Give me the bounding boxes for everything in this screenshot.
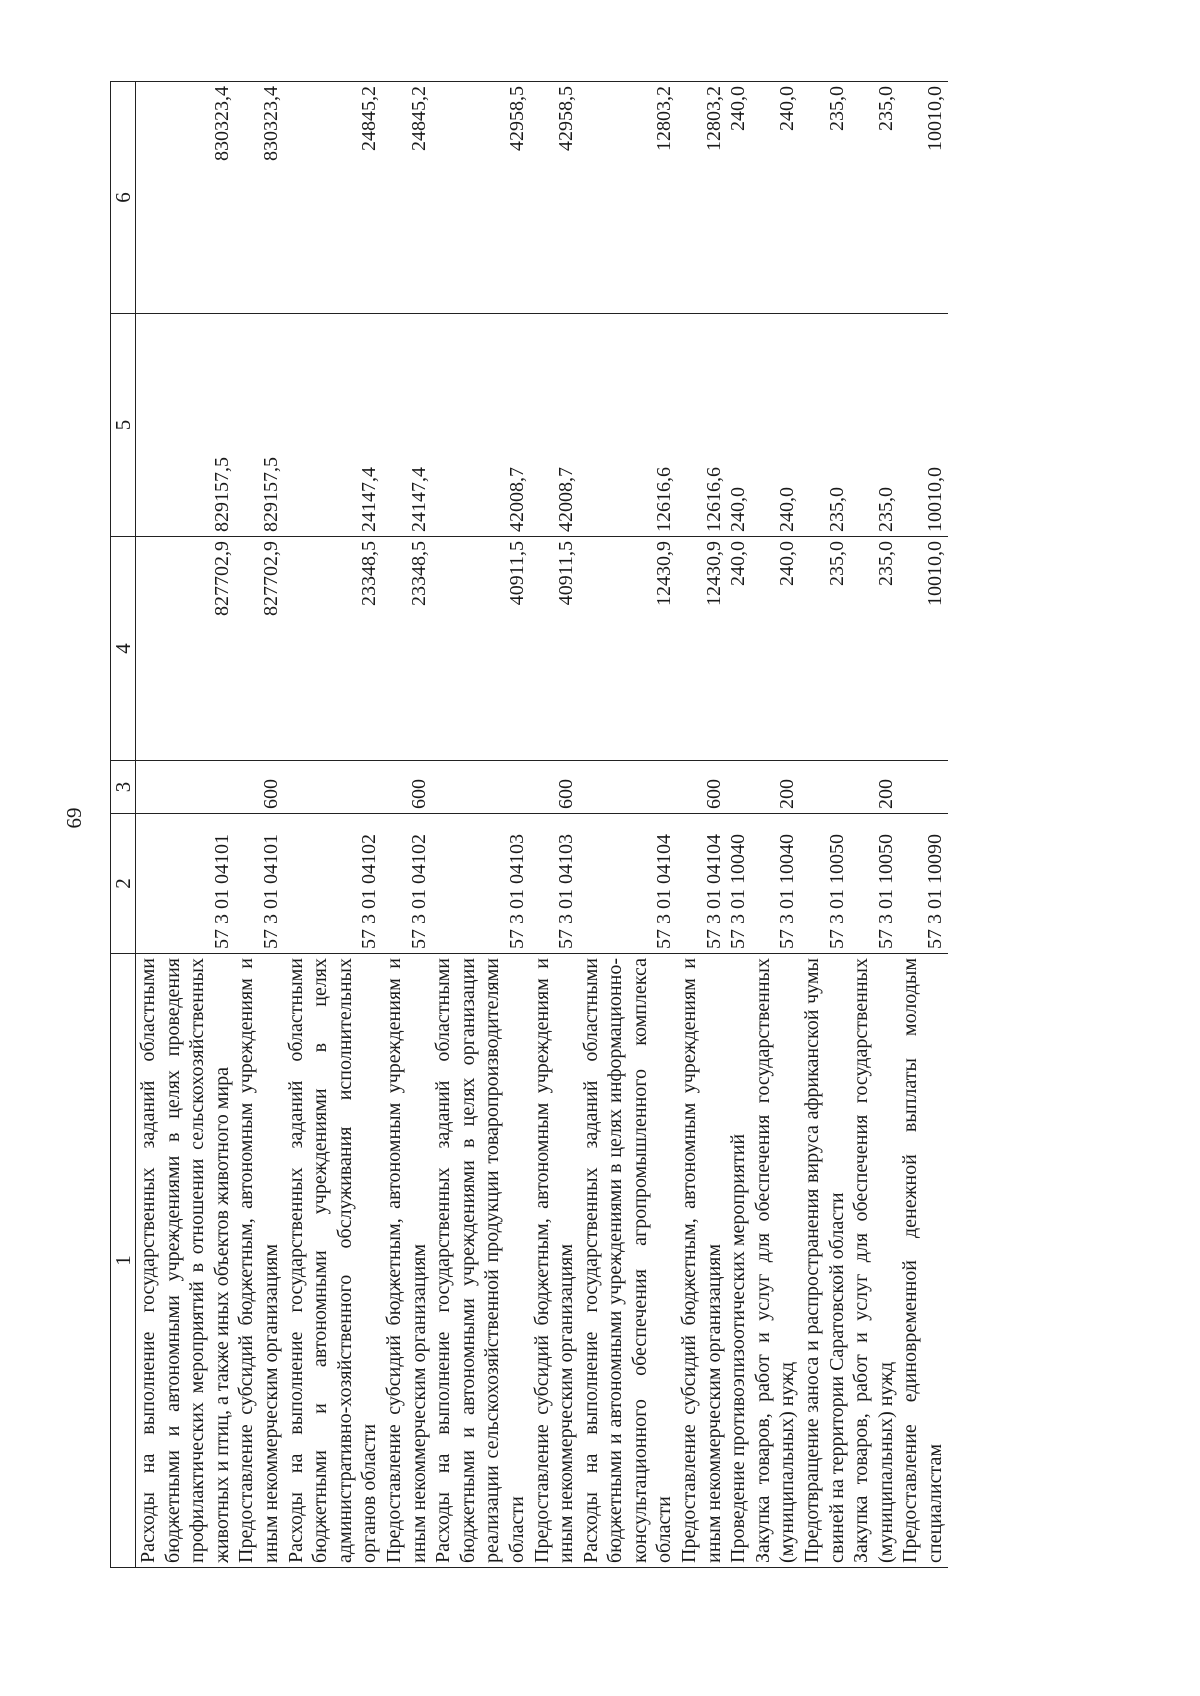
rotated-content bbox=[60, 68, 1110, 1568]
row-value-col6: 235,0 bbox=[849, 82, 898, 314]
row-value-col6: 240,0 bbox=[726, 82, 751, 314]
row-code: 57 3 01 04101 bbox=[234, 814, 283, 954]
row-value-col5: 829157,5 bbox=[136, 314, 235, 537]
row-value-col5: 235,0 bbox=[800, 314, 849, 537]
row-value-col6: 24845,2 bbox=[382, 82, 431, 314]
row-vr: 200 bbox=[751, 761, 800, 814]
table-row bbox=[431, 82, 529, 1568]
row-name: Предоставление субсидий бюджетным, автономным учреждениям и иным некоммерческим организациям bbox=[234, 954, 283, 1568]
row-vr: 600 bbox=[234, 761, 283, 814]
row-value-col6: 24845,2 bbox=[284, 82, 382, 314]
row-value-col6: 235,0 bbox=[800, 82, 849, 314]
row-value-col4: 10010,0 bbox=[898, 537, 947, 761]
table-row bbox=[849, 82, 898, 1568]
row-name: Предоставление единовременной денежной выплаты молодым специалистам bbox=[898, 954, 947, 1568]
row-code: 57 3 01 10040 bbox=[751, 814, 800, 954]
row-value-col6: 830323,4 bbox=[234, 82, 283, 314]
table-row bbox=[800, 82, 849, 1568]
row-value-col5: 42008,7 bbox=[431, 314, 529, 537]
row-vr bbox=[800, 761, 849, 814]
row-vr bbox=[726, 761, 751, 814]
row-value-col6: 240,0 bbox=[751, 82, 800, 314]
row-name: Расходы на выполнение государственных заданий областными бюджетными и автономными учреждениями в целях проведения профилактических мероприятий в отношении сельскохозяйственных животных и птиц, а также иных объектов животного мира bbox=[136, 954, 235, 1568]
row-value-col5: 240,0 bbox=[751, 314, 800, 537]
row-vr: 600 bbox=[530, 761, 579, 814]
row-vr bbox=[136, 761, 235, 814]
row-value-col4: 40911,5 bbox=[530, 537, 579, 761]
row-value-col4: 240,0 bbox=[751, 537, 800, 761]
row-code: 57 3 01 10090 bbox=[898, 814, 947, 954]
row-code: 57 3 01 04103 bbox=[431, 814, 529, 954]
row-name: Предоставление субсидий бюджетным, автономным учреждениям и иным некоммерческим организациям bbox=[530, 954, 579, 1568]
budget-table bbox=[110, 81, 948, 1568]
table-row bbox=[677, 82, 726, 1568]
row-code: 57 3 01 10050 bbox=[800, 814, 849, 954]
row-value-col4: 40911,5 bbox=[431, 537, 529, 761]
row-code: 57 3 01 10050 bbox=[849, 814, 898, 954]
row-name: Расходы на выполнение государственных заданий областными бюджетными и автономными учреждениями в целях информационно-консультационного обеспечения агропромышленного комплекса области bbox=[579, 954, 677, 1568]
row-name: Предоставление субсидий бюджетным, автономным учреждениям и иным некоммерческим организациям bbox=[382, 954, 431, 1568]
table-row bbox=[530, 82, 579, 1568]
row-value-col5: 12616,6 bbox=[579, 314, 677, 537]
row-name: Расходы на выполнение государственных заданий областными бюджетными и автономными учреждениями в целях административно-хозяйственного обслуживания исполнительных органов области bbox=[284, 954, 382, 1568]
table-body bbox=[136, 82, 948, 1568]
row-name: Расходы на выполнение государственных заданий областными бюджетными и автономными учреждениями в целях организации реализации сельскохозяйственной продукции товаропроизводителями области bbox=[431, 954, 529, 1568]
row-value-col4: 240,0 bbox=[726, 537, 751, 761]
row-value-col5: 829157,5 bbox=[234, 314, 283, 537]
row-code: 57 3 01 04102 bbox=[284, 814, 382, 954]
col-header-2: 2 bbox=[111, 814, 136, 954]
row-value-col5: 10010,0 bbox=[898, 314, 947, 537]
row-code: 57 3 01 10040 bbox=[726, 814, 751, 954]
row-value-col6: 42958,5 bbox=[431, 82, 529, 314]
row-value-col5: 240,0 bbox=[726, 314, 751, 537]
row-vr: 200 bbox=[849, 761, 898, 814]
row-name: Проведение противоэпизоотических мероприятий bbox=[726, 954, 751, 1568]
table-row bbox=[751, 82, 800, 1568]
row-value-col5: 24147,4 bbox=[284, 314, 382, 537]
row-value-col5: 42008,7 bbox=[530, 314, 579, 537]
row-code: 57 3 01 04104 bbox=[677, 814, 726, 954]
col-header-1: 1 bbox=[111, 954, 136, 1568]
header-row bbox=[111, 82, 136, 1568]
row-value-col5: 24147,4 bbox=[382, 314, 431, 537]
row-value-col4: 12430,9 bbox=[579, 537, 677, 761]
col-header-4: 4 bbox=[111, 537, 136, 761]
row-name: Закупка товаров, работ и услуг для обеспечения государственных (муниципальных) нужд bbox=[849, 954, 898, 1568]
row-code: 57 3 01 04101 bbox=[136, 814, 235, 954]
row-value-col5: 12616,6 bbox=[677, 314, 726, 537]
row-value-col4: 827702,9 bbox=[136, 537, 235, 761]
col-header-6: 6 bbox=[111, 82, 136, 314]
row-vr bbox=[579, 761, 677, 814]
row-value-col6: 10010,0 bbox=[898, 82, 947, 314]
table-row bbox=[284, 82, 382, 1568]
table-row bbox=[382, 82, 431, 1568]
row-name: Закупка товаров, работ и услуг для обеспечения государственных (муниципальных) нужд bbox=[751, 954, 800, 1568]
row-value-col6: 12803,2 bbox=[677, 82, 726, 314]
row-value-col4: 23348,5 bbox=[284, 537, 382, 761]
table-row bbox=[898, 82, 947, 1568]
row-value-col6: 42958,5 bbox=[530, 82, 579, 314]
row-value-col4: 235,0 bbox=[800, 537, 849, 761]
row-value-col4: 12430,9 bbox=[677, 537, 726, 761]
row-vr bbox=[284, 761, 382, 814]
page-number: 69 bbox=[62, 807, 86, 829]
row-value-col4: 827702,9 bbox=[234, 537, 283, 761]
table-row bbox=[136, 82, 235, 1568]
row-value-col6: 12803,2 bbox=[579, 82, 677, 314]
col-header-5: 5 bbox=[111, 314, 136, 537]
row-value-col5: 235,0 bbox=[849, 314, 898, 537]
row-value-col4: 235,0 bbox=[849, 537, 898, 761]
row-vr: 600 bbox=[677, 761, 726, 814]
row-vr bbox=[898, 761, 947, 814]
table-row bbox=[726, 82, 751, 1568]
row-value-col6: 830323,4 bbox=[136, 82, 235, 314]
row-code: 57 3 01 04104 bbox=[579, 814, 677, 954]
row-vr bbox=[431, 761, 529, 814]
col-header-3: 3 bbox=[111, 761, 136, 814]
row-value-col4: 23348,5 bbox=[382, 537, 431, 761]
table-row bbox=[234, 82, 283, 1568]
row-name: Предотвращение заноса и распространения вируса африканской чумы свиней на территории Саратовской области bbox=[800, 954, 849, 1568]
table-row bbox=[579, 82, 677, 1568]
row-name: Предоставление субсидий бюджетным, автономным учреждениям и иным некоммерческим организациям bbox=[677, 954, 726, 1568]
row-code: 57 3 01 04103 bbox=[530, 814, 579, 954]
row-code: 57 3 01 04102 bbox=[382, 814, 431, 954]
row-vr: 600 bbox=[382, 761, 431, 814]
